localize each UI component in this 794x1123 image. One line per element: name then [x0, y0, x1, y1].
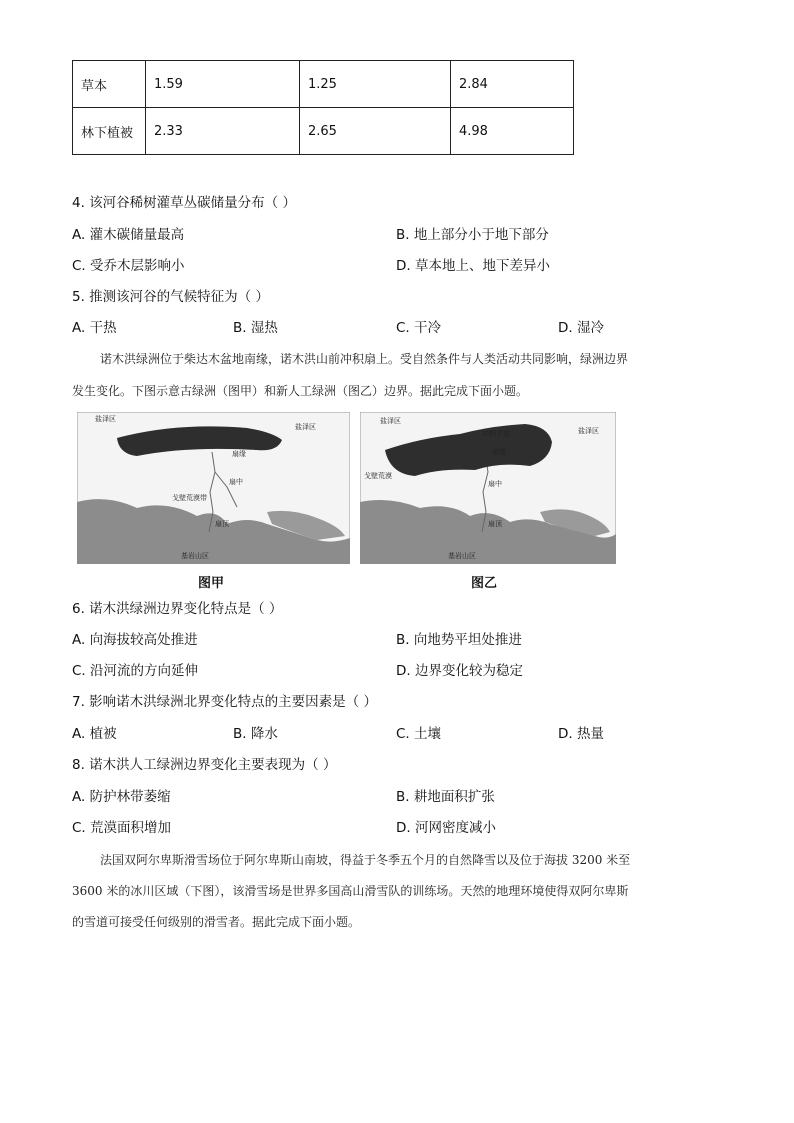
- q8-option-d[interactable]: D. 河网密度减小: [396, 820, 496, 836]
- table-row: [73, 108, 574, 155]
- figure-yi-caption: 图乙: [471, 576, 498, 591]
- question-4-stem: 4. 该河谷稀树灌草丛碳储量分布（ ）: [72, 195, 296, 211]
- passage-2-line-1: 法国双阿尔卑斯滑雪场位于阿尔卑斯山南坡，得益于冬季五个月的自然降雪以及位于海拔 3200 米至: [100, 853, 631, 867]
- figure-jia-map: [77, 412, 350, 564]
- table-cell: 2.65: [300, 108, 451, 155]
- passage-1-line-1: 诺木洪绿洲位于柴达木盆地南缘，诺木洪山前冲积扇上。受自然条件与人类活动共同影响，绿洲边界: [100, 352, 629, 366]
- q7-option-b[interactable]: B. 降水: [233, 726, 278, 742]
- label-fan-edge: 扇缘: [492, 448, 506, 456]
- label-gobi: 戈壁荒漠: [364, 472, 392, 480]
- label-salt-left: 盐泽区: [95, 415, 116, 423]
- figure-yi-map: [360, 412, 616, 564]
- table-cell: 1.25: [300, 61, 451, 108]
- figure-jia-caption: 图甲: [198, 576, 225, 591]
- q8-option-c[interactable]: C. 荒漠面积增加: [72, 820, 172, 836]
- q4-option-c[interactable]: C. 受乔木层影响小: [72, 258, 185, 274]
- q7-option-d[interactable]: D. 热量: [558, 726, 604, 742]
- row-label: 草本: [73, 61, 146, 108]
- q4-option-b[interactable]: B. 地上部分小于地下部分: [396, 227, 549, 243]
- q7-option-a[interactable]: A. 植被: [72, 726, 117, 742]
- q4-option-d[interactable]: D. 草本地上、地下差异小: [396, 258, 550, 274]
- label-plain: 冲积平原: [482, 430, 510, 438]
- carbon-table: [72, 60, 574, 155]
- q4-option-a[interactable]: A. 灌木碳储量最高: [72, 227, 185, 243]
- label-salt-left: 盐泽区: [380, 417, 401, 425]
- q5-option-d[interactable]: D. 湿冷: [558, 320, 604, 336]
- question-7-stem: 7. 影响诺木洪绿洲北界变化特点的主要因素是（ ）: [72, 694, 377, 710]
- table-row: [73, 61, 574, 108]
- passage-2-line-3: 的雪道可接受任何级别的滑雪者。据此完成下面小题。: [72, 915, 361, 929]
- table-cell: 1.59: [146, 61, 300, 108]
- q6-option-a[interactable]: A. 向海拔较高处推进: [72, 632, 198, 648]
- row-label: 林下植被: [73, 108, 146, 155]
- table-cell: 4.98: [451, 108, 574, 155]
- label-fan-middle: 扇中: [488, 480, 502, 488]
- passage-1-line-2: 发生变化。下图示意古绿洲（图甲）和新人工绿洲（图乙）边界。据此完成下面小题。: [72, 384, 529, 398]
- q7-option-c[interactable]: C. 土壤: [396, 726, 442, 742]
- q8-option-b[interactable]: B. 耕地面积扩张: [396, 789, 495, 805]
- q6-option-d[interactable]: D. 边界变化较为稳定: [396, 663, 523, 679]
- question-6-stem: 6. 诺木洪绿洲边界变化特点是（ ）: [72, 601, 283, 617]
- label-fan-top: 扇顶: [215, 520, 229, 528]
- label-salt-right: 盐泽区: [578, 427, 599, 435]
- label-gobi-desert: 戈壁荒漠带: [172, 494, 207, 502]
- table-cell: 2.33: [146, 108, 300, 155]
- passage-2-line-2: 3600 米的冰川区域（下图），该滑雪场是世界多国高山滑雪队的训练场。天然的地理环境使得双阿尔卑斯: [72, 884, 629, 898]
- label-fan-top: 扇顶: [488, 520, 502, 528]
- q6-option-c[interactable]: C. 沿河流的方向延伸: [72, 663, 199, 679]
- question-5-stem: 5. 推测该河谷的气候特征为（ ）: [72, 289, 269, 305]
- label-salt-right: 盐泽区: [295, 423, 316, 431]
- q8-option-a[interactable]: A. 防护林带萎缩: [72, 789, 171, 805]
- table-cell: 2.84: [451, 61, 574, 108]
- q5-option-a[interactable]: A. 干热: [72, 320, 117, 336]
- q5-option-c[interactable]: C. 干冷: [396, 320, 442, 336]
- label-fan-middle: 扇中: [229, 478, 243, 486]
- q5-option-b[interactable]: B. 湿热: [233, 320, 278, 336]
- label-bedrock: 基岩山区: [181, 552, 209, 560]
- label-bedrock: 基岩山区: [448, 552, 476, 560]
- question-8-stem: 8. 诺木洪人工绿洲边界变化主要表现为（ ）: [72, 757, 337, 773]
- q6-option-b[interactable]: B. 向地势平坦处推进: [396, 632, 522, 648]
- label-fan-edge: 扇缘: [232, 450, 246, 458]
